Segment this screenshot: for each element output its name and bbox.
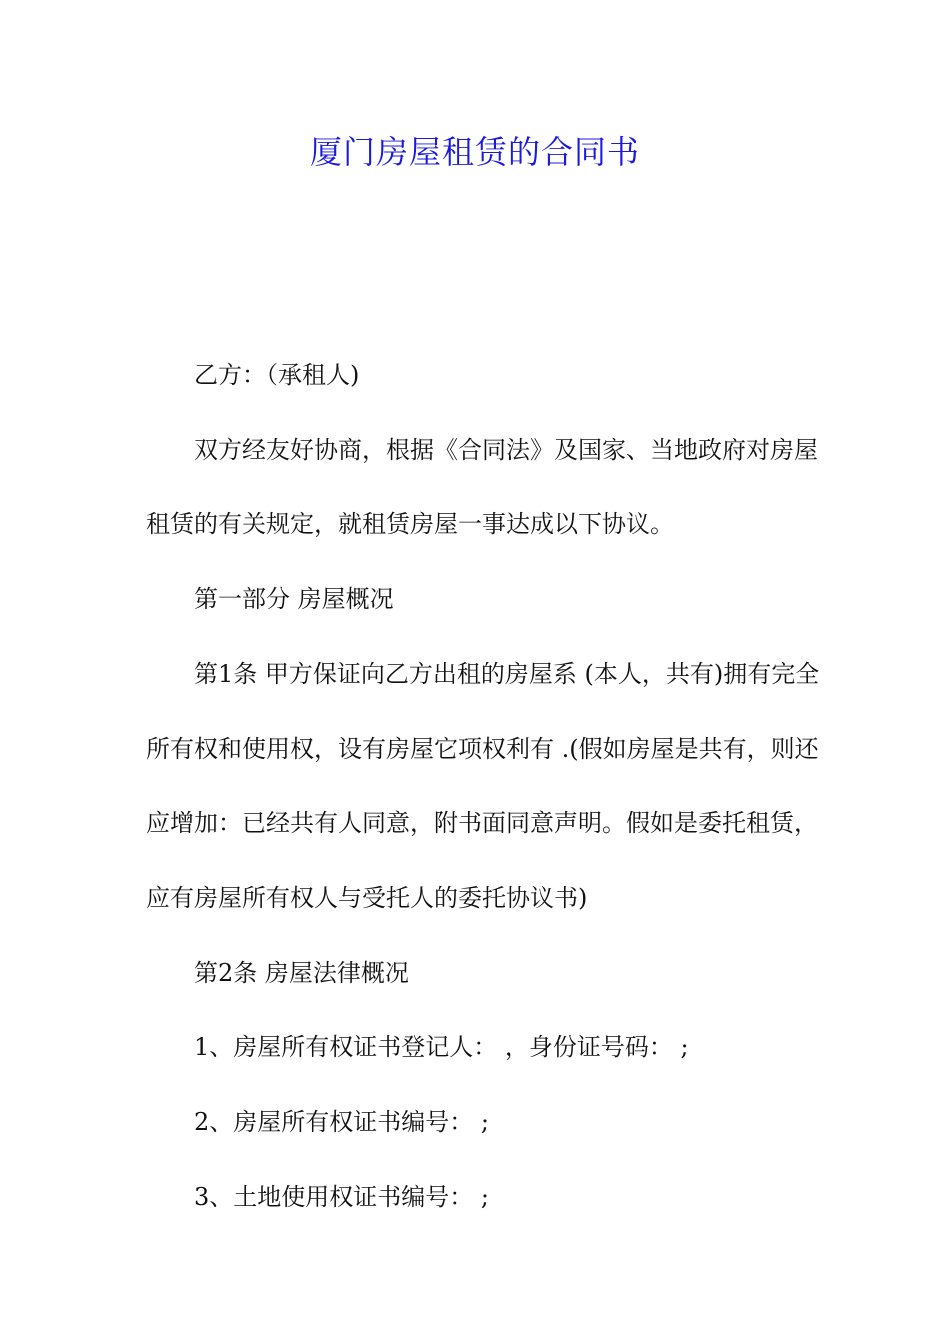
document-title: 厦门房屋租赁的合同书 xyxy=(309,133,640,171)
preamble-paragraph: 双方经友好协商，根据《合同法》及国家、当地政府对房屋租赁的有关规定，就租赁房屋一事达成以下协议。 xyxy=(146,435,818,539)
party-b-line: 乙方：（承租人) xyxy=(194,361,360,389)
section-heading-part-one: 第一部分 房屋概况 xyxy=(194,585,394,614)
article-2-heading: 第2条 房屋法律概况 xyxy=(194,958,409,987)
article-1-paragraph: 第1条 甲方保证向乙方出租的房屋系 (本人，共有)拥有完全所有权和使用权，设有房屋它项权利有 .(假如房屋是共有，则还应增加：已经共有人同意，附书面同意声明。假如是委托租赁，应有房屋所有权人与受托人的委托协议书) xyxy=(146,659,820,912)
list-item: 1、房屋所有权证书登记人： ，身份证号码： ; xyxy=(194,1033,689,1062)
list-item: 3、土地使用权证书编号： ; xyxy=(194,1182,489,1211)
document-body xyxy=(146,338,836,1234)
list-item: 2、房屋所有权证书编号： ; xyxy=(194,1108,489,1137)
